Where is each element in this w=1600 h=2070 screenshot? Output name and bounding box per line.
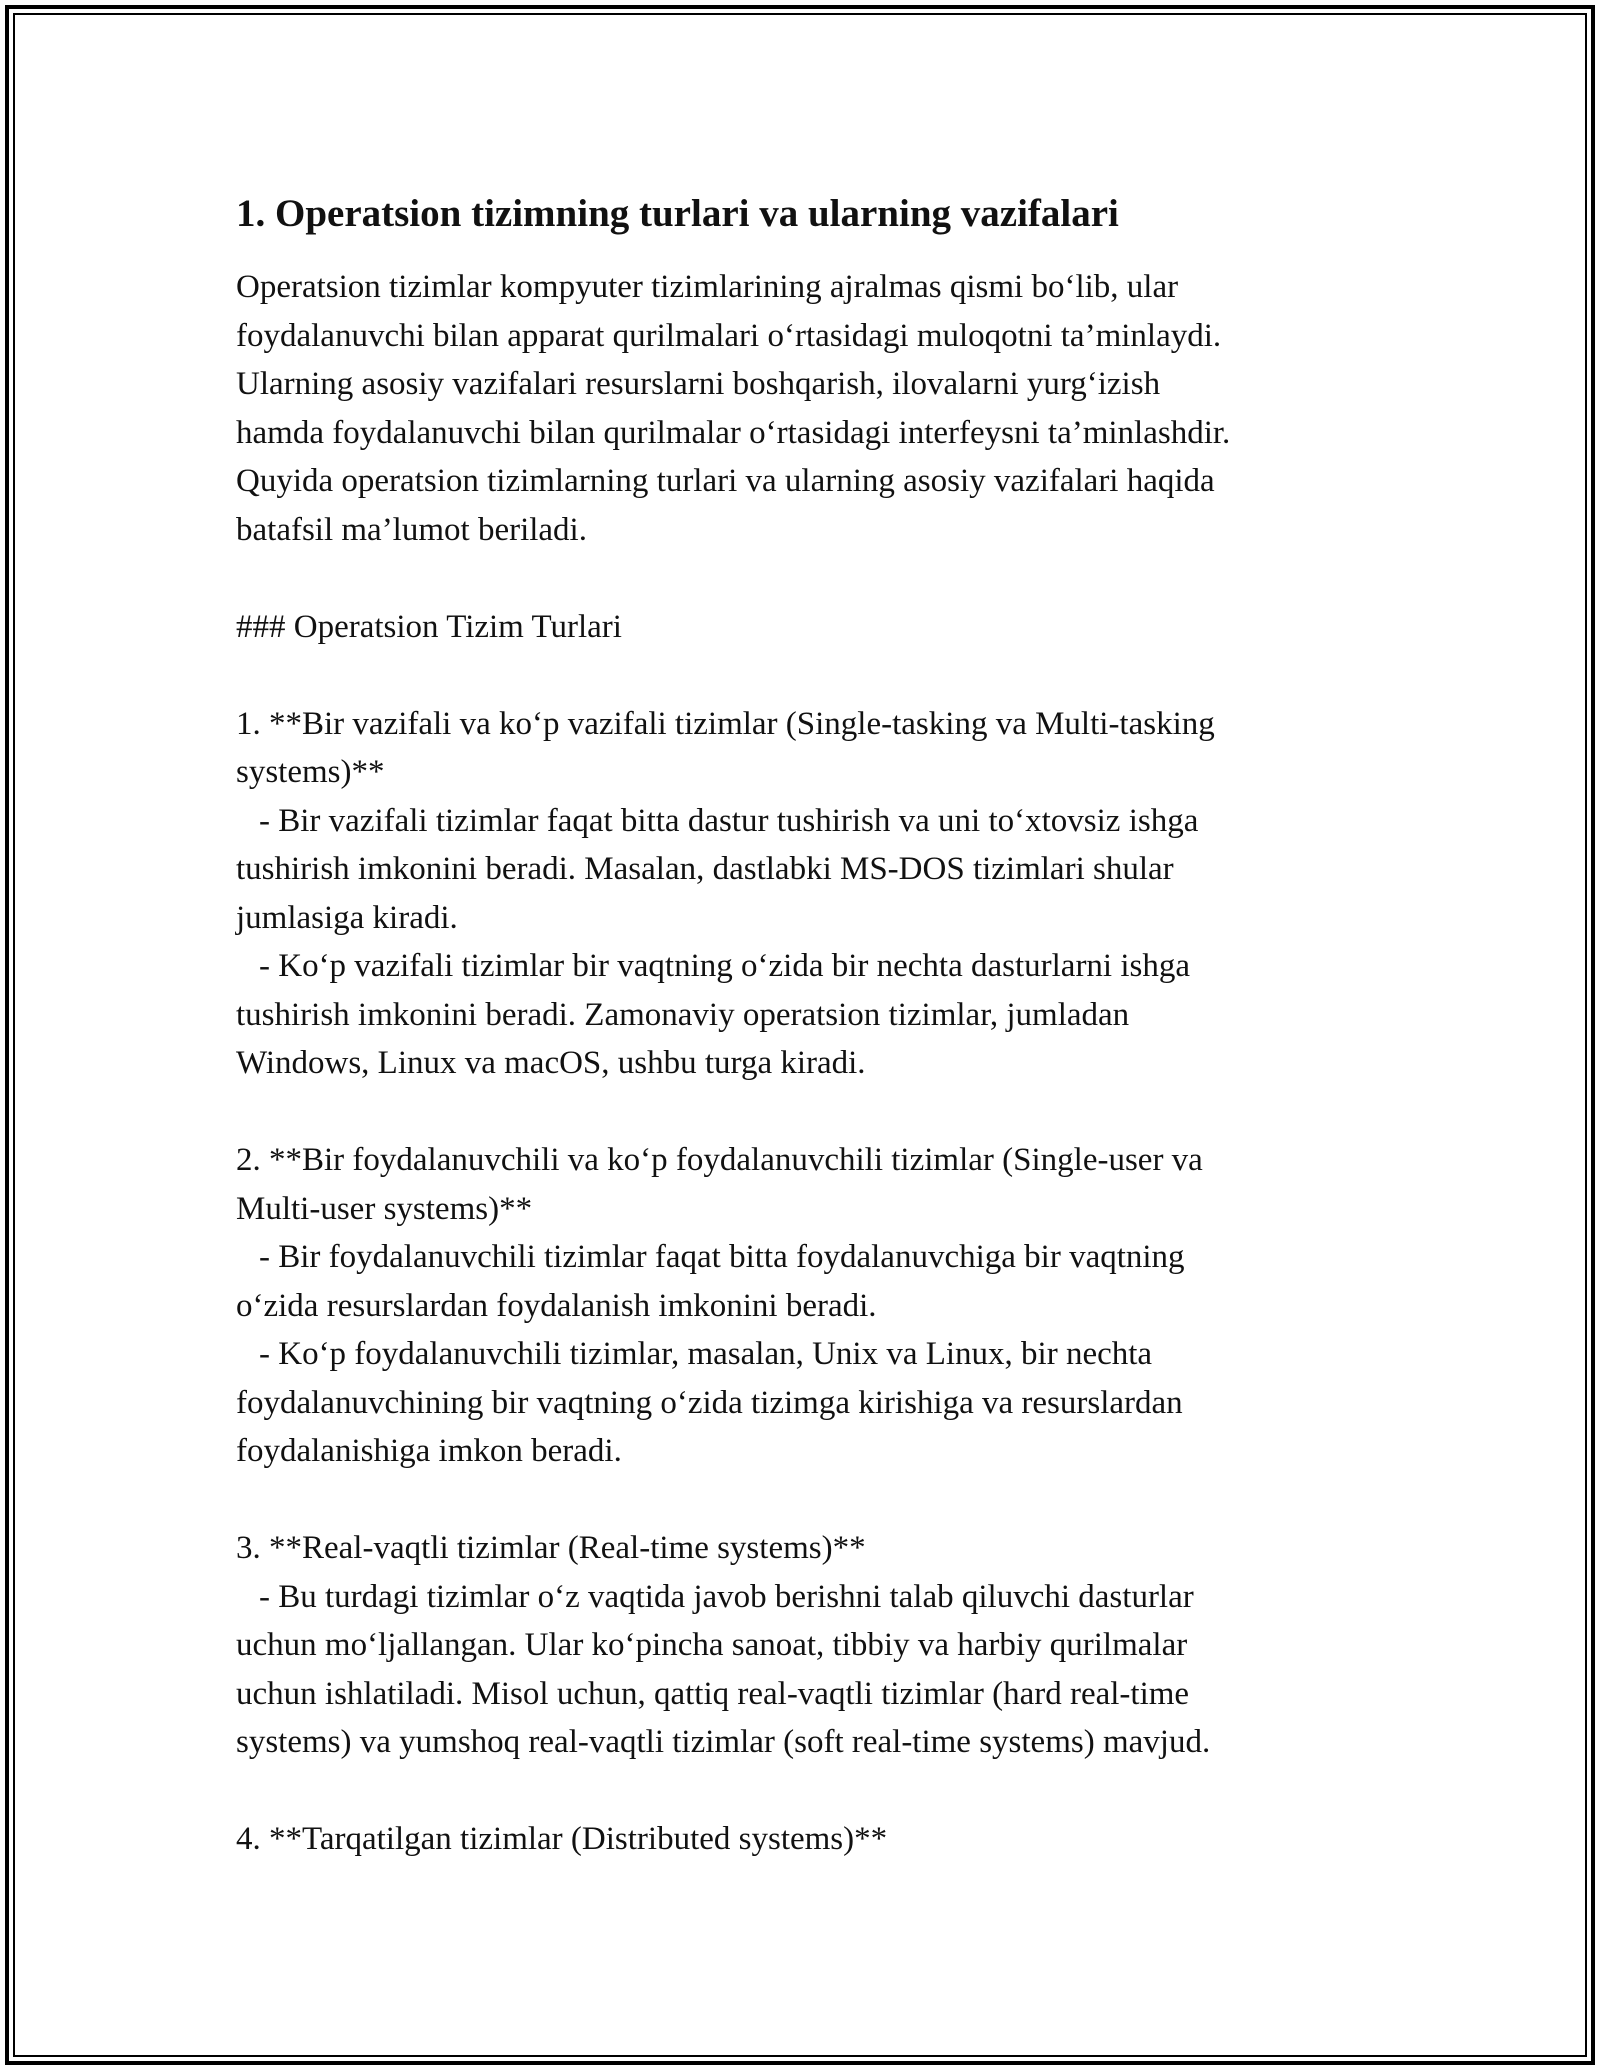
item-heading-line: Multi-user systems)**: [236, 1190, 533, 1227]
intro-line: foydalanuvchi bilan apparat qurilmalari o‘rtasidagi muloqotni ta’minlaydi.: [236, 317, 1222, 354]
blank-line: [236, 554, 1366, 603]
bullet-line: uchun ishlatiladi. Misol uchun, qattiq real-vaqtli tizimlar (hard real-time: [236, 1675, 1190, 1712]
bullet-line: systems) va yumshoq real-vaqtli tizimlar (soft real-time systems) mavjud.: [236, 1724, 1211, 1760]
item-heading-line: 1. **Bir vazifali va ko‘p vazifali tizimlar (Single-tasking va Multi-tasking: [236, 705, 1215, 742]
bullet-line: - Bu turdagi tizimlar o‘z vaqtida javob berishni talab qiluvchi dasturlar: [259, 1578, 1194, 1615]
intro-line: Quyida operatsion tizimlarning turlari va ularning asosiy vazifalari haqida: [236, 463, 1215, 499]
bullet-line: tushirish imkonini beradi. Zamonaviy operatsion tizimlar, jumladan: [236, 996, 1130, 1033]
bullet-line: - Ko‘p vazifali tizimlar bir vaqtning o‘zida bir nechta dasturlarni ishga: [259, 948, 1191, 984]
item-heading-line: 2. **Bir foydalanuvchili va ko‘p foydalanuvchili tizimlar (Single-user va: [236, 1142, 1203, 1178]
bullet-line: tushirish imkonini beradi. Masalan, dastlabki MS-DOS tizimlari shular: [236, 851, 1174, 887]
bullet-line: - Ko‘p foydalanuvchili tizimlar, masalan, Unix va Linux, bir nechta: [259, 1336, 1153, 1372]
bullet-line: o‘zida resurslardan foydalanish imkonini beradi.: [236, 1287, 877, 1324]
blank-line: [236, 1767, 1366, 1816]
blank-line: [236, 1476, 1366, 1525]
bullet-line: uchun mo‘ljallangan. Ular ko‘pincha sanoat, tibbiy va harbiy qurilmalar: [236, 1627, 1188, 1663]
document-body: [236, 183, 1366, 1864]
item-heading-line: systems)**: [236, 754, 385, 790]
intro-line: batafsil ma’lumot beriladi.: [236, 511, 587, 548]
intro-line: Operatsion tizimlar kompyuter tizimlarining ajralmas qismi bo‘lib, ular: [236, 269, 1179, 305]
intro-line: hamda foydalanuvchi bilan qurilmalar o‘rtasidagi interfeysni ta’minlashdir.: [236, 414, 1231, 451]
bullet-line: - Bir foydalanuvchili tizimlar faqat bitta foydalanuvchiga bir vaqtning: [259, 1239, 1185, 1275]
bullet-line: foydalanuvchining bir vaqtning o‘zida tizimga kirishiga va resurslardan: [236, 1384, 1183, 1421]
intro-line: Ularning asosiy vazifalari resurslarni boshqarish, ilovalarni yurg‘izish: [236, 366, 1161, 402]
document-title: 1. Operatsion tizimning turlari va ularning vazifalari: [236, 192, 1119, 235]
bullet-line: jumlasiga kiradi.: [236, 899, 458, 936]
intro-paragraph: [236, 263, 1366, 1864]
blank-line: [236, 1088, 1366, 1137]
section-heading: ### Operatsion Tizim Turlari: [236, 608, 622, 645]
item-heading-line: 4. **Tarqatilgan tizimlar (Distributed systems)**: [236, 1821, 888, 1857]
bullet-line: - Bir vazifali tizimlar faqat bitta dastur tushirish va uni to‘xtovsiz ishga: [259, 802, 1199, 839]
bullet-line: foydalanishiga imkon beradi.: [236, 1433, 622, 1469]
bullet-line: Windows, Linux va macOS, ushbu turga kiradi.: [236, 1045, 866, 1081]
item-heading-line: 3. **Real-vaqtli tizimlar (Real-time systems)**: [236, 1530, 866, 1566]
blank-line: [236, 651, 1366, 700]
